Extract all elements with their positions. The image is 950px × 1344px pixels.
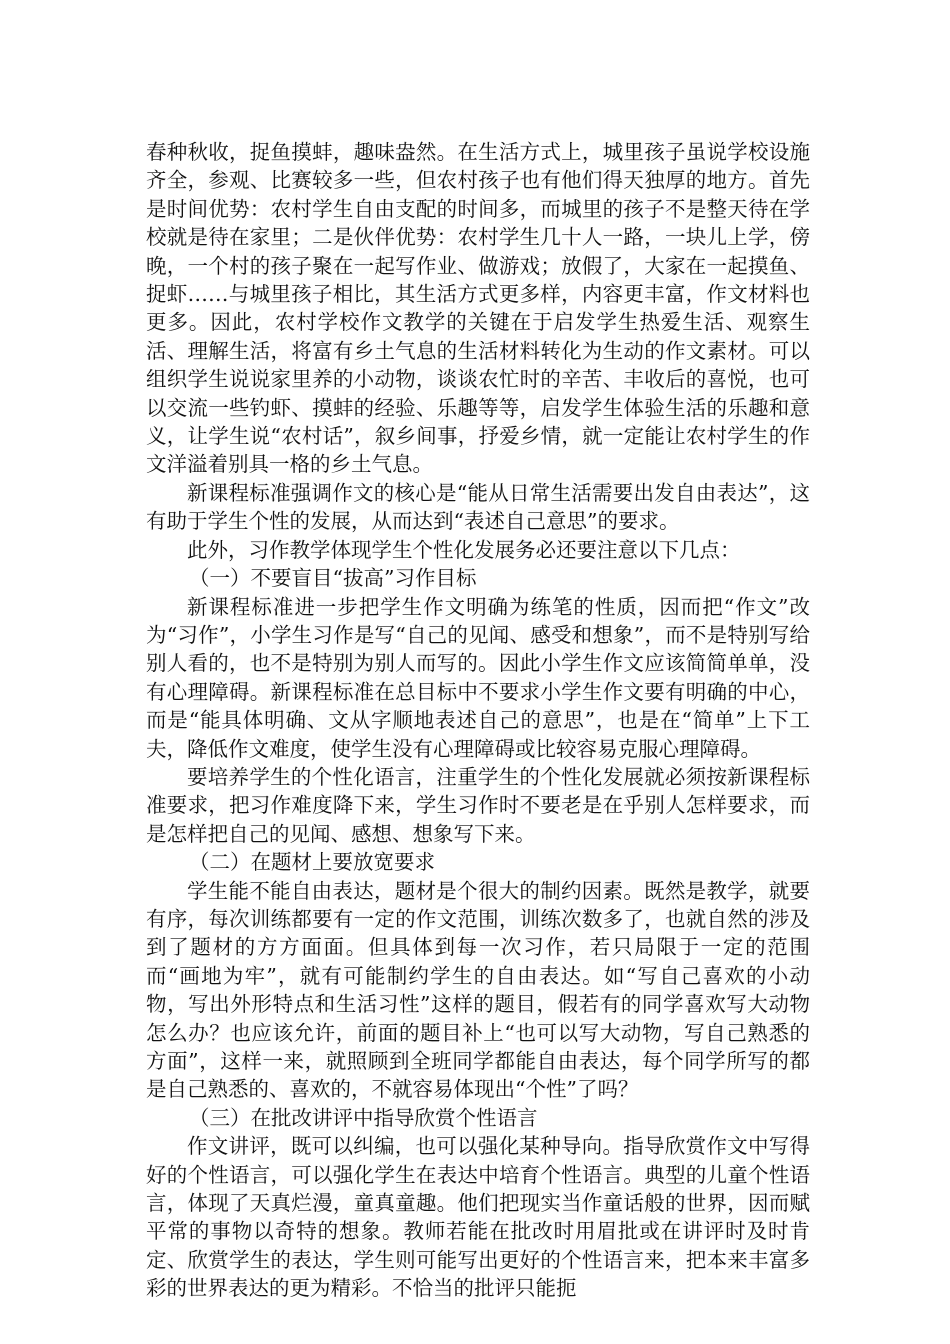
section-heading-2: （二）在题材上要放宽要求 — [189, 850, 436, 875]
paragraph-curriculum-core: 新课程标准强调作文的核心是“能从日常生活需要出发自由表达”，这有助于学生个性的发展，从而达到“表述自己意思”的要求。 — [146, 480, 810, 534]
section-heading-1: （一）不要盲目“拔高”习作目标 — [189, 566, 477, 591]
paragraph-points-intro: 此外，习作教学体现学生个性化发展务必还要注意以下几点： — [187, 537, 741, 562]
paragraph-lower-difficulty: 要培养学生的个性化语言，注重学生的个性化发展就必须按新课程标准要求，把习作难度降下来，学生习作时不要老是在乎别人怎样要求，而是怎样把自己的见闻、感想、想象写下来。 — [146, 764, 810, 846]
paragraph-writing-practice: 新课程标准进一步把学生作文明确为练笔的性质，因而把“作文”改为“习作”，小学生习作是写“自己的见闻、感受和想象”，而不是特别写给别人看的，也不是特别为别人而写的。因此小学生作文应该简简单单，没有心理障碍。新课程标准在总目标中不要求小学生作文要有明确的中心，而是“能具体明确、文从字顺地表述自己的意思”，也是在“简单”上下工夫，降低作文难度，使学生没有心理障碍或比较容易克服心理障碍。 — [146, 594, 810, 761]
document-page — [146, 138, 810, 1303]
paragraph-rural-life: 春种秋收，捉鱼摸蚌，趣味盎然。在生活方式上，城里孩子虽说学校设施齐全，参观、比赛较多一些，但农村孩子也有他们得天独厚的地方。首先是时间优势：农村学生自由支配的时间多，而城里的孩子不是整天待在学校就是待在家里；二是伙伴优势：农村学生几十人一路，一块儿上学，傍晚，一个村的孩子聚在一起写作业、做游戏；放假了，大家在一起摸鱼、捉虾……与城里孩子相比，其生活方式更多样，内容更丰富，作文材料也更多。因此，农村学校作文教学的关键在于启发学生热爱生活、观察生活、理解生活，将富有乡土气息的生活材料转化为生动的作文素材。可以组织学生说说家里养的小动物，谈谈农忙时的辛苦、丰收后的喜悦，也可以交流一些钓虾、摸蚌的经验、乐趣等等，启发学生体验生活的乐趣和意义，让学生说“农村话”，叙乡间事，抒爱乡情，就一定能让农村学生的作文洋溢着别具一格的乡土气息。 — [146, 140, 810, 477]
section-heading-3: （三）在批改讲评中指导欣赏个性语言 — [189, 1105, 538, 1130]
paragraph-feedback: 作文讲评，既可以纠编，也可以强化某种导向。指导欣赏作文中写得好的个性语言，可以强化学生在表达中培育个性语言。典型的儿童个性语言，体现了天真烂漫，童真童趣。他们把现实当作童话般的世界，因而赋平常的事物以奇特的想象。教师若能在批改时用眉批或在讲评时及时肯定、欣赏学生的表达，学生则可能写出更好的个性语言来，把本来丰富多彩的世界表达的更为精彩。不恰当的批评只能扼 — [146, 1134, 810, 1301]
paragraph-topic-freedom: 学生能不能自由表达，题材是个很大的制约因素。既然是教学，就要有序，每次训练都要有一定的作文范围，训练次数多了，也就自然的涉及到了题材的方方面面。但具体到每一次习作，若只局限于一定的范围而“画地为牢”，就有可能制约学生的自由表达。如“写自己喜欢的小动物，写出外形特点和生活习性”这样的题目，假若有的同学喜欢写大动物怎么办？也应该允许，前面的题目补上“也可以写大动物，写自己熟悉的方面”，这样一来，就照顾到全班同学都能自由表达，每个同学所写的都是自己熟悉的、喜欢的，不就容易体现出“个性”了吗？ — [146, 878, 810, 1102]
